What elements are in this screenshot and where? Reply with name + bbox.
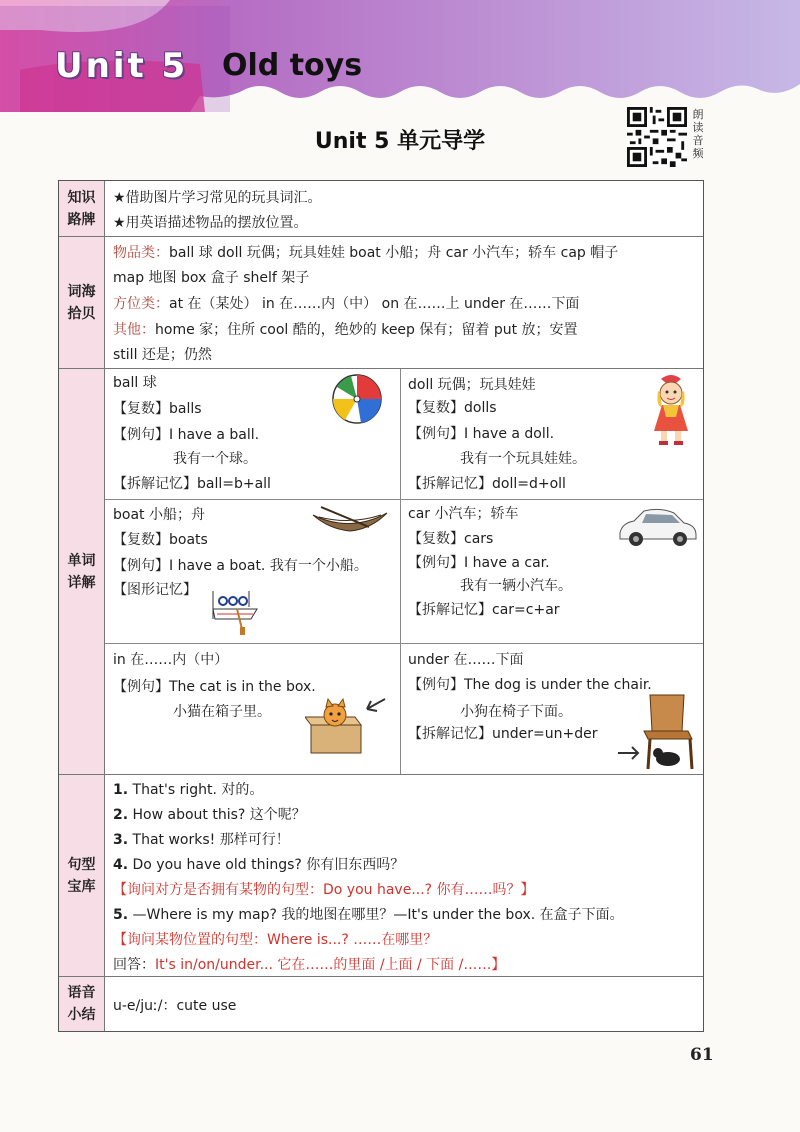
qr-code-icon[interactable] <box>627 107 687 167</box>
beach-ball-icon <box>331 373 383 425</box>
sentence-1 <box>113 779 263 799</box>
knowledge-line-2: ★用英语描述物品的摆放位置。 <box>113 215 308 231</box>
vocab-text: at 在（某处） in 在……内（中） on 在……上 under 在……下面 <box>169 296 580 312</box>
sentence-text: —Where is my map? 我的地图在哪里？—It's under the box. 在盒子下面。 <box>132 907 624 923</box>
sentence-number: 1. <box>113 782 129 798</box>
word-example: 【例句】I have a doll. <box>408 426 555 442</box>
qr-caption-char: 音 <box>692 134 704 147</box>
answer-text: It's in/on/under... 它在……的里面 /上面 / 下面 /……】 <box>155 957 506 973</box>
qr-caption-char: 朗 <box>692 108 704 121</box>
vocab-text: ball 球 doll 玩偶；玩具娃娃 boat 小船；舟 car 小汽车；轿车 cap 帽子 <box>169 245 619 261</box>
knowledge-line-1: ★借助图片学习常见的玩具词汇。 <box>113 190 322 206</box>
label-line: 句型 <box>67 856 96 873</box>
row-phonics <box>59 977 703 1031</box>
label-line: 语音 <box>67 985 96 1001</box>
sentence-2 <box>113 804 306 824</box>
word-example-translation: 小猫在箱子里。 <box>173 704 271 720</box>
word-card-doll <box>400 369 705 499</box>
unit-banner <box>0 0 800 112</box>
word-example-translation: 我有一个球。 <box>173 451 257 467</box>
sentence-number: 5. <box>113 907 129 923</box>
label-line: 拾贝 <box>67 305 96 322</box>
label-line: 宝库 <box>67 878 96 895</box>
sentence-3 <box>113 829 290 849</box>
vocab-line-other <box>113 319 578 339</box>
unit-guide-table <box>58 180 704 1032</box>
word-memory: 【拆解记忆】car=c+ar <box>408 602 560 618</box>
sentence-number: 2. <box>113 807 129 823</box>
sentence-number: 4. <box>113 857 129 873</box>
word-card-car <box>400 499 705 643</box>
word-memory: 【拆解记忆】ball=b+all <box>113 476 271 492</box>
word-example-translation: 我有一辆小汽车。 <box>460 578 572 594</box>
word-example: 【例句】The cat is in the box. <box>113 679 316 695</box>
word-headword: ball 球 <box>113 375 157 391</box>
row-label-vocabulary <box>59 237 105 368</box>
word-example: 【例句】The dog is under the chair. <box>408 677 652 693</box>
word-plural: 【复数】balls <box>113 401 202 417</box>
phonics-text: u-e/juː/：cute use <box>113 998 237 1014</box>
sentence-5 <box>113 904 624 924</box>
word-plural: 【复数】dolls <box>408 400 497 416</box>
word-headword: boat 小船；舟 <box>113 507 205 523</box>
word-example: 【例句】I have a car. <box>408 555 550 571</box>
vocab-category: 其他： <box>113 322 155 338</box>
row-vocabulary <box>59 237 703 369</box>
row-sentences <box>59 775 703 977</box>
row-word-details <box>59 369 703 775</box>
row-label-knowledge <box>59 181 105 236</box>
answer-prefix: 回答： <box>113 957 155 973</box>
word-example-translation: 小狗在椅子下面。 <box>460 704 572 720</box>
sentence-number: 3. <box>113 832 129 848</box>
word-headword: doll 玩偶；玩具娃娃 <box>408 377 536 393</box>
vocab-line-other-2: still 还是；仍然 <box>113 347 212 363</box>
label-line: 知识 <box>67 189 96 206</box>
row-label-word-details <box>59 369 105 774</box>
word-headword: in 在……内（中） <box>113 652 229 668</box>
sentence-text: That's right. 对的。 <box>132 782 264 798</box>
vocab-category: 物品类： <box>113 245 169 261</box>
word-plural: 【复数】cars <box>408 531 494 547</box>
qr-caption <box>691 108 705 160</box>
vocab-line-position <box>113 293 579 313</box>
sentence-text: Do you have old things? 你有旧东西吗？ <box>132 857 405 873</box>
dog-under-chair-icon <box>614 691 700 771</box>
qr-caption-char: 读 <box>692 121 704 134</box>
label-line: 详解 <box>67 574 96 591</box>
word-memory: 【图形记忆】 <box>113 582 197 598</box>
unit-title: Old toys <box>222 48 363 83</box>
boat-shape-memory-icon <box>209 587 259 637</box>
doll-icon <box>646 373 696 447</box>
word-example: 【例句】I have a ball. <box>113 427 260 443</box>
label-line: 单词 <box>67 552 96 569</box>
sentence-text: How about this? 这个呢？ <box>132 807 306 823</box>
sentence-text: That works! 那样可行！ <box>132 832 290 848</box>
word-memory: 【拆解记忆】doll=d+oll <box>408 476 566 492</box>
word-card-under <box>400 643 705 775</box>
row-label-sentences <box>59 775 105 976</box>
word-headword: car 小汽车；轿车 <box>408 506 519 522</box>
sentence-4-note: 【询问对方是否拥有某物的句型：Do you have...? 你有……吗？】 <box>113 882 535 898</box>
row-label-phonics <box>59 977 105 1031</box>
word-memory: 【拆解记忆】under=un+der <box>408 726 598 742</box>
word-headword: under 在……下面 <box>408 652 524 668</box>
word-grid <box>105 369 703 774</box>
vocab-line-items-2: map 地图 box 盒子 shelf 架子 <box>113 270 310 286</box>
car-icon <box>616 505 700 549</box>
word-example: 【例句】I have a boat. 我有一个小船。 <box>113 558 368 574</box>
cat-in-box-icon <box>305 695 389 755</box>
page-number: 61 <box>690 1045 714 1065</box>
word-card-boat <box>105 499 400 643</box>
sentence-5-answer <box>113 954 505 974</box>
word-card-ball <box>105 369 400 499</box>
page-title: Unit 5 单元导学 <box>314 129 486 154</box>
sentence-4 <box>113 854 404 874</box>
label-line: 词海 <box>67 283 96 300</box>
rowboat-icon <box>311 505 389 535</box>
sentence-5-note: 【询问某物位置的句型：Where is...? ……在哪里？ <box>113 932 438 948</box>
qr-caption-char: 频 <box>692 147 704 160</box>
row-knowledge <box>59 181 703 237</box>
word-example-translation: 我有一个玩具娃娃。 <box>460 451 586 467</box>
vocab-text: home 家；住所 cool 酷的，绝妙的 keep 保有；留着 put 放；安置 <box>155 322 578 338</box>
word-card-in <box>105 643 400 775</box>
label-line: 小结 <box>67 1007 96 1023</box>
unit-number: Unit 5 <box>55 46 189 86</box>
vocab-category: 方位类： <box>113 296 169 312</box>
vocab-line-items <box>113 242 618 262</box>
label-line: 路牌 <box>67 211 96 228</box>
word-plural: 【复数】boats <box>113 532 208 548</box>
